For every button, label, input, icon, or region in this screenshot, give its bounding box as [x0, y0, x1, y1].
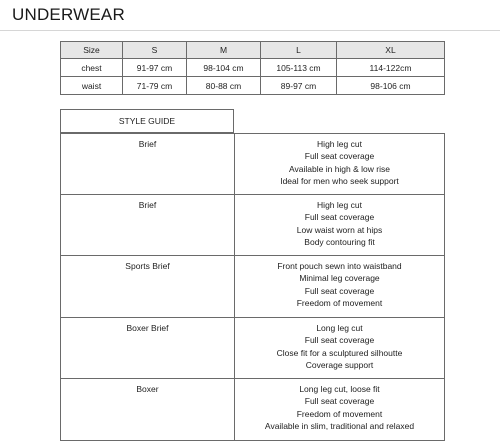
style-guide-header: STYLE GUIDE — [60, 109, 234, 133]
size-chart-header-row — [61, 42, 445, 59]
style-features — [235, 379, 445, 441]
style-name: Sports Brief — [61, 256, 235, 318]
style-feature: Low waist worn at hips — [296, 224, 383, 235]
style-feature: Full seat coverage — [304, 396, 375, 407]
size-cell: 105-113 cm — [261, 59, 337, 77]
style-name: Boxer Brief — [61, 318, 235, 379]
size-cell: 80-88 cm — [187, 77, 261, 95]
style-feature: Full seat coverage — [304, 151, 375, 162]
style-feature: Available in slim, traditional and relaxed — [264, 421, 415, 432]
style-row-boxer — [61, 379, 445, 441]
style-feature: Front pouch sewn into waistband — [277, 261, 402, 271]
style-feature: Close fit for a sculptured silhoutte — [276, 347, 403, 358]
style-feature: Body contouring fit — [304, 237, 375, 248]
style-feature: Long leg cut, loose fit — [299, 384, 380, 394]
style-features — [235, 256, 445, 318]
size-header-cell: S — [123, 42, 187, 59]
page-title: UNDERWEAR — [12, 5, 125, 24]
style-row-boxer-brief — [61, 318, 445, 379]
style-feature: Ideal for men who seek support — [280, 176, 399, 187]
style-features — [235, 134, 445, 195]
style-name: Brief — [61, 134, 235, 195]
style-feature: Full seat coverage — [304, 285, 375, 296]
style-feature: Minimal leg coverage — [299, 273, 380, 284]
size-chart-row-chest — [61, 59, 445, 77]
size-row-label: waist — [61, 77, 123, 95]
style-row-brief-1 — [61, 134, 445, 195]
size-cell: 89-97 cm — [261, 77, 337, 95]
size-chart-row-waist — [61, 77, 445, 95]
size-cell: 98-106 cm — [337, 77, 445, 95]
style-row-brief-2 — [61, 195, 445, 256]
style-row-sports-brief — [61, 256, 445, 318]
size-cell: 71-79 cm — [123, 77, 187, 95]
style-feature: High leg cut — [317, 139, 362, 149]
style-features — [235, 195, 445, 256]
style-feature: Available in high & low rise — [289, 163, 390, 174]
size-row-label: chest — [61, 59, 123, 77]
size-cell: 98-104 cm — [187, 59, 261, 77]
style-feature: Full seat coverage — [304, 212, 375, 223]
size-header-cell: L — [261, 42, 337, 59]
size-chart-table — [60, 41, 445, 95]
style-feature: High leg cut — [317, 200, 362, 210]
style-name: Brief — [61, 195, 235, 256]
style-feature: Full seat coverage — [304, 335, 375, 346]
style-feature: Freedom of movement — [296, 408, 383, 419]
style-features — [235, 318, 445, 379]
style-feature: Long leg cut — [316, 323, 363, 333]
style-guide-table — [60, 133, 445, 441]
size-header-cell: XL — [337, 42, 445, 59]
size-cell: 91-97 cm — [123, 59, 187, 77]
size-header-cell: M — [187, 42, 261, 59]
size-header-cell: Size — [61, 42, 123, 59]
size-cell: 114-122cm — [337, 59, 445, 77]
style-feature: Freedom of movement — [296, 298, 383, 309]
title-divider — [0, 30, 500, 31]
style-name: Boxer — [61, 379, 235, 441]
style-feature: Coverage support — [305, 360, 374, 371]
